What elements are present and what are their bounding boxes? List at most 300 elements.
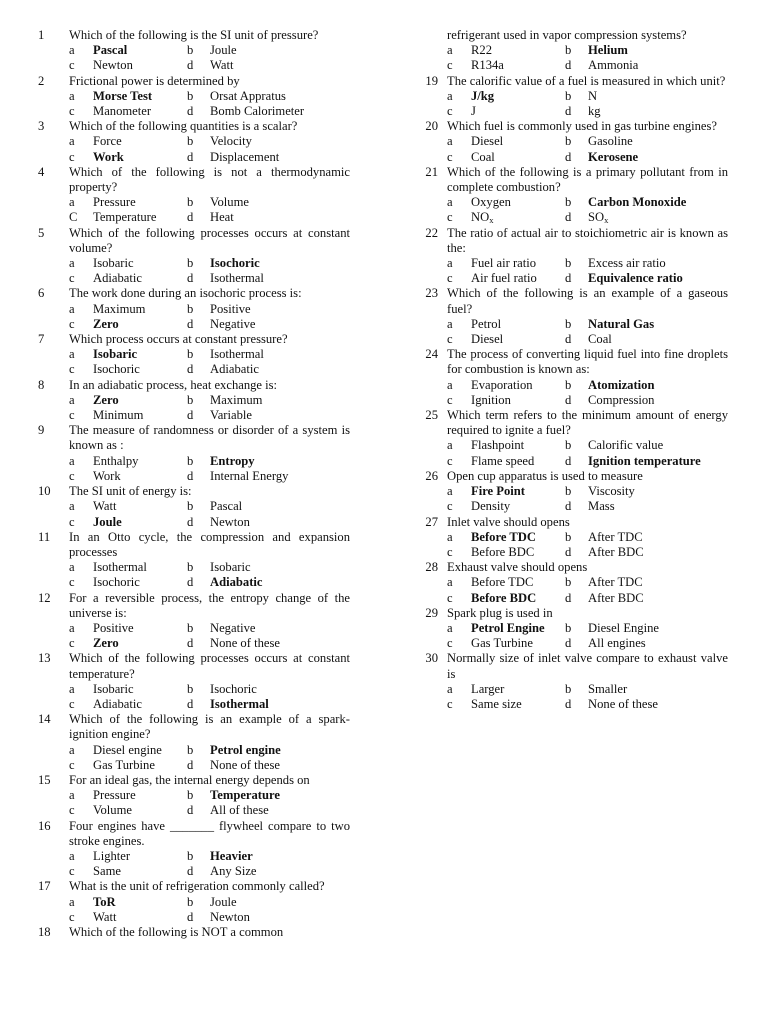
option-letter: b [187,742,194,757]
answer-option [93,864,187,879]
answer-option [471,195,565,210]
question-item [38,925,350,940]
option-letter: c [447,104,453,119]
option-letter: b [565,377,572,392]
option-letter: c [447,696,453,711]
option-letter: b [187,848,194,863]
option-text: Flame speed [471,453,535,468]
option-letter: d [187,104,194,119]
option-text: Watt [210,58,234,73]
answer-option [588,58,728,73]
option-text: Diesel Engine [588,620,659,635]
answer-option [210,302,350,317]
option-subscript: x [604,215,609,226]
option-text: Fuel air ratio [471,256,537,271]
question-text: Which term refers to the minimum amount of energy required to ignite a fuel? [447,408,728,438]
option-letter: c [69,58,75,73]
option-letter: d [187,362,194,377]
answer-option [588,210,728,225]
answer-options [447,378,728,408]
question-number: 24 [425,347,438,362]
option-letter: c [447,271,453,286]
option-text: Density [471,499,511,514]
question-item [38,119,350,165]
answer-options [447,621,728,651]
answer-options [69,849,350,879]
question-body [447,74,728,120]
answer-options [447,89,728,119]
option-text: Maximum [210,392,263,407]
question-text: What is the unit of refrigeration commonly called? [69,879,325,894]
question-text: Which of the following is the SI unit of pressure? [69,28,319,42]
correct-answer-option [588,317,728,332]
question-body [69,74,350,120]
option-letter: d [187,408,194,423]
option-text: Positive [210,301,251,316]
option-text: Isobaric [93,347,138,362]
question-text: Normally size of inlet valve compare to exhaust valve is [447,651,728,681]
option-letter: a [447,256,453,271]
question-text: Inlet valve should opens [447,514,570,529]
answer-option [471,636,565,651]
option-letter: c [69,757,75,772]
answer-option [93,910,187,925]
question-number [416,28,447,74]
option-text: Joule [93,514,122,529]
question-text: In an Otto cycle, the compression and expansion processes [69,529,350,559]
answer-option [471,332,565,347]
option-text: Displacement [210,149,280,164]
option-text: Force [93,134,122,149]
answer-option [93,803,187,818]
answer-option [210,362,350,377]
answer-option [588,682,728,697]
answer-options [447,256,728,286]
answer-option [210,910,350,925]
answer-option [210,758,350,773]
question-item [416,651,728,712]
question-body [447,408,728,469]
option-text: Newton [210,514,250,529]
question-body [447,651,728,712]
answer-option [210,134,350,149]
option-text: Gas Turbine [93,757,155,772]
correct-answer-option [471,530,565,545]
option-text: Before BDC [471,544,535,559]
question-number: 19 [425,73,438,88]
option-text: Coal [471,149,495,164]
answer-options [447,438,728,468]
option-text: Diesel engine [93,742,162,757]
option-letter: d [565,104,572,119]
question-body [447,28,728,74]
answer-option [588,484,728,499]
correct-answer-option [588,454,728,469]
option-letter: b [187,347,194,362]
option-letter: a [69,195,75,210]
option-letter: c [447,636,453,651]
correct-answer-option [210,788,350,803]
question-number: 21 [425,164,438,179]
option-text: Watt [93,909,117,924]
answer-option [471,575,565,590]
question-number: 4 [38,164,45,179]
answer-options [69,560,350,590]
correct-answer-option [210,697,350,712]
option-letter: a [447,377,453,392]
answer-option [471,317,565,332]
question-item [38,378,350,424]
option-letter: C [69,210,78,225]
question-text: The measure of randomness or disorder of a system is known as : [69,423,350,453]
option-letter: a [69,848,75,863]
answer-option [471,150,565,165]
question-body [69,165,350,226]
question-item [416,515,728,561]
question-body [447,165,728,226]
question-text: Frictional power is determined by [69,73,240,88]
question-text: The work done during an isochoric process is: [69,286,302,301]
question-item [38,879,350,925]
question-item [416,560,728,606]
option-text: Evaporation [471,377,533,392]
option-letter: c [447,392,453,407]
option-text: Before BDC [471,590,537,605]
question-item [416,28,728,74]
question-text: Open cup apparatus is used to measure [447,468,643,483]
answer-options [69,134,350,164]
answer-option [210,803,350,818]
option-letter: b [187,560,194,575]
option-text: Isothermal [210,347,264,362]
answer-option [210,515,350,530]
option-text: R134a [471,58,504,73]
option-letter: c [447,58,453,73]
left-column [38,28,350,940]
option-text: Variable [210,408,252,423]
question-body [447,606,728,652]
answer-option [93,697,187,712]
answer-option [588,591,728,606]
answer-option [93,134,187,149]
option-letter: d [187,864,194,879]
option-text: Joule [210,43,237,58]
option-letter: b [187,195,194,210]
option-text: Negative [210,316,256,331]
question-text: Four engines have _______ flywheel compare to two stroke engines. [69,818,350,848]
option-text: Equivalence ratio [588,271,683,286]
answer-option [588,636,728,651]
answer-option [210,150,350,165]
option-letter: b [187,301,194,316]
option-letter: a [447,438,453,453]
option-text: Entropy [210,453,255,468]
option-letter: b [565,256,572,271]
answer-option [588,697,728,712]
option-text: Zero [93,392,119,407]
answer-option [471,393,565,408]
option-letter: c [447,453,453,468]
option-text: Atomization [588,377,655,392]
answer-options [69,393,350,423]
question-body [69,286,350,332]
question-number: 28 [425,560,438,575]
option-letter: a [69,742,75,757]
option-letter: a [447,43,453,58]
option-letter: d [187,803,194,818]
option-text: Mass [588,499,615,514]
question-body [447,286,728,347]
answer-option [93,58,187,73]
question-number: 12 [38,590,51,605]
option-letter: c [447,332,453,347]
question-text: Exhaust valve should opens [447,560,588,575]
option-text: All engines [588,636,646,651]
option-letter: b [565,575,572,590]
question-item [38,165,350,226]
option-text: After TDC [588,575,643,590]
correct-answer-option [588,150,728,165]
option-letter: b [565,88,572,103]
option-text: ToR [93,894,116,909]
answer-option [210,58,350,73]
answer-options [69,895,350,925]
answer-option [588,621,728,636]
question-item [416,286,728,347]
option-text: Minimum [93,408,144,423]
option-text: Petrol [471,316,502,331]
option-text: Before TDC [471,529,536,544]
option-letter: b [565,316,572,331]
answer-option [588,545,728,560]
question-body [447,119,728,165]
correct-answer-option [471,484,565,499]
option-text: Isobaric [93,681,134,696]
question-number: 29 [425,605,438,620]
answer-option [210,393,350,408]
option-letter: a [447,575,453,590]
right-column [416,28,728,712]
option-letter: d [187,636,194,651]
option-text: Coal [588,332,612,347]
question-item [38,651,350,712]
option-letter: a [69,620,75,635]
question-number: 6 [38,286,45,301]
option-text: Larger [471,681,505,696]
question-body [69,879,350,925]
option-letter: b [187,134,194,149]
option-letter: d [565,332,572,347]
option-text: Gasoline [588,134,633,149]
correct-answer-option [93,347,187,362]
question-body [447,560,728,606]
option-letter: a [447,484,453,499]
option-text: After BDC [588,590,644,605]
question-item [38,591,350,652]
option-letter: d [187,149,194,164]
question-number: 10 [38,484,51,499]
answer-options [69,499,350,529]
option-text: Isochoric [93,362,140,377]
option-letter: b [565,195,572,210]
answer-option [93,560,187,575]
question-item [38,226,350,287]
correct-answer-option [588,271,728,286]
question-text: refrigerant used in vapor compression systems? [447,28,687,42]
answer-option [93,621,187,636]
option-text: Newton [93,58,133,73]
question-body [69,378,350,424]
answer-option [210,195,350,210]
question-body [69,119,350,165]
option-letter: b [187,392,194,407]
option-letter: b [187,681,194,696]
option-text: Pascal [210,499,243,514]
option-text: Adiabatic [93,696,142,711]
option-letter: c [69,514,75,529]
answer-options [447,43,728,73]
question-number: 14 [38,712,51,727]
question-text: Which of the following is an example of a gaseous fuel? [447,286,728,316]
question-item [416,606,728,652]
option-letter: b [187,256,194,271]
correct-answer-option [93,515,187,530]
option-text: Pascal [93,43,128,58]
answer-option [210,347,350,362]
option-text: Adiabatic [210,575,263,590]
correct-answer-option [471,621,565,636]
option-letter: c [69,316,75,331]
answer-options [69,302,350,332]
option-letter: a [447,529,453,544]
option-text: R22 [471,43,492,58]
correct-answer-option [93,43,187,58]
option-letter: d [187,316,194,331]
question-number: 15 [38,772,51,787]
question-text: The process of converting liquid fuel into fine droplets for combustion is known as: [447,347,728,377]
answer-option [93,682,187,697]
option-letter: a [69,499,75,514]
answer-option [93,499,187,514]
answer-options [447,484,728,514]
option-text: Newton [210,909,250,924]
option-text: J [471,104,476,119]
option-text: Fire Point [471,484,525,499]
question-item [38,286,350,332]
option-letter: c [69,149,75,164]
option-letter: a [69,392,75,407]
option-text: Zero [93,636,119,651]
option-text: kg [588,104,601,119]
answer-options [447,682,728,712]
answer-options [69,347,350,377]
question-text: For an ideal gas, the internal energy depends on [69,772,310,787]
answer-option [210,469,350,484]
answer-option [93,575,187,590]
question-text: Which of the following is not a thermodynamic property? [69,164,350,195]
question-number: 11 [38,529,51,544]
answer-options [447,575,728,605]
answer-option [588,393,728,408]
question-item [416,226,728,287]
option-text: None of these [210,757,280,772]
correct-answer-option [210,256,350,271]
question-number: 25 [425,408,438,423]
option-letter: d [187,58,194,73]
option-letter: b [187,894,194,909]
option-letter: a [69,88,75,103]
answer-options [69,195,350,225]
option-letter: c [69,696,75,711]
question-number: 9 [38,423,45,438]
option-text: Isochoric [210,681,257,696]
correct-answer-option [93,636,187,651]
option-text: Adiabatic [93,271,142,286]
option-text: Isothermal [93,560,147,575]
option-text: Negative [210,620,256,635]
answer-option [210,499,350,514]
question-item [38,819,350,880]
question-number: 23 [425,286,438,301]
answer-option [588,256,728,271]
option-text: Work [93,468,121,483]
option-letter: c [447,210,453,225]
question-text: Which of the following processes occurs at constant volume? [69,225,350,255]
option-text: Diesel [471,332,504,347]
option-text: Temperature [210,788,280,803]
answer-option [471,134,565,149]
correct-answer-option [210,743,350,758]
option-text: Ammonia [588,58,639,73]
option-text: Volume [93,803,132,818]
option-text: Heavier [210,848,253,863]
question-text: Spark plug is used in [447,605,553,620]
option-text: Pressure [93,195,136,210]
option-text: Excess air ratio [588,256,666,271]
option-text: Volume [210,195,249,210]
answer-option [471,545,565,560]
question-number: 2 [38,73,45,88]
answer-options [447,134,728,164]
option-letter: a [69,256,75,271]
correct-answer-option [588,43,728,58]
option-letter: c [447,590,453,605]
answer-option [93,454,187,469]
answer-options [69,621,350,651]
option-letter: b [565,43,572,58]
option-letter: d [187,757,194,772]
option-text: Isochoric [210,256,260,271]
option-text: Natural Gas [588,316,655,331]
option-letter: d [565,271,572,286]
correct-answer-option [588,195,728,210]
option-text: None of these [588,696,658,711]
option-text: SO [588,210,605,225]
option-text: Kerosene [588,149,639,164]
option-letter: c [69,575,75,590]
answer-option [210,210,350,225]
option-text: Calorific value [588,438,664,453]
question-text: Which process occurs at constant pressure? [69,332,288,347]
question-text: The ratio of actual air to stoichiometric air is known as the: [447,225,728,255]
answer-options [69,89,350,119]
answer-options [447,317,728,347]
question-text: Which of the following is NOT a common [69,924,284,939]
option-text: Lighter [93,848,131,863]
option-letter: b [565,484,572,499]
answer-option [588,575,728,590]
answer-option [588,104,728,119]
